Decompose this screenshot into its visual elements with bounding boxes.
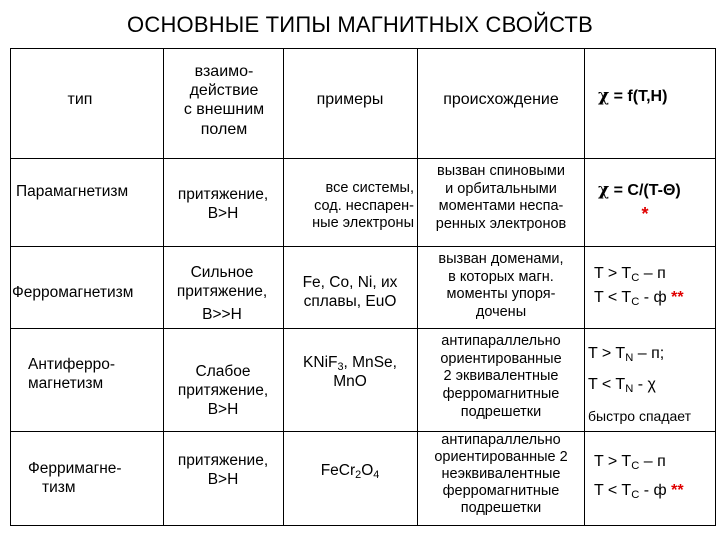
row-divider-3 bbox=[10, 431, 716, 432]
origin-line: ферромагнитные bbox=[442, 483, 560, 500]
chi-tail: - ф bbox=[639, 481, 667, 499]
origin-line: и орбитальными bbox=[445, 180, 557, 197]
interaction-line: Слабое bbox=[195, 363, 251, 380]
chi-sub: N bbox=[625, 352, 634, 364]
row-chi-paramagnetism bbox=[598, 180, 714, 201]
row-interaction-paramagnetism bbox=[165, 186, 281, 224]
formula-part: O bbox=[361, 462, 374, 479]
chi-rel: T > T bbox=[588, 345, 626, 362]
header-divider bbox=[10, 158, 716, 159]
row-examples-ferrimagnetism bbox=[286, 462, 414, 481]
row-type-antiferromagnetism bbox=[28, 356, 158, 394]
chi-tail: – п bbox=[639, 265, 666, 282]
interaction-line: Сильное bbox=[190, 264, 254, 281]
footnote-mark: ** bbox=[671, 289, 684, 306]
origin-line: моментами неспа- bbox=[438, 198, 564, 215]
chi-tail: – п; bbox=[633, 345, 665, 362]
origin-line: подрешетки bbox=[460, 403, 542, 420]
chi-line-above-tc bbox=[594, 450, 714, 475]
origin-line: ренных электронов bbox=[435, 216, 567, 233]
chi-sub: C bbox=[631, 488, 640, 501]
header-interaction-line: полем bbox=[200, 120, 248, 138]
chi-line-below-tc bbox=[594, 479, 714, 504]
table-border-right bbox=[715, 48, 716, 526]
type-line: тизм bbox=[42, 478, 76, 496]
origin-line: дочены bbox=[475, 304, 527, 321]
type-line: Ферримагне- bbox=[28, 460, 122, 477]
interaction-line: притяжение, bbox=[177, 381, 269, 399]
origin-line: ориентированные 2 bbox=[434, 449, 568, 466]
header-type: тип bbox=[67, 91, 93, 108]
row-type-ferromagnetism: Ферромагнетизм bbox=[12, 284, 134, 301]
row-examples-antiferromagnetism bbox=[286, 354, 414, 392]
row-origin-paramagnetism bbox=[418, 163, 584, 234]
formula-part: Se, bbox=[373, 354, 397, 371]
chi-tail: - χ bbox=[633, 375, 656, 393]
interaction-line: притяжение, bbox=[177, 452, 269, 469]
formula-sub: 4 bbox=[373, 469, 380, 481]
chi-func: = f(T,H) bbox=[613, 88, 668, 105]
row-interaction-ferrimagnetism bbox=[165, 452, 281, 490]
row-chi-ferrimagnetism bbox=[594, 450, 714, 504]
examples-line: сод. неспарен- bbox=[314, 197, 414, 214]
origin-line: 2 эквивалентные bbox=[443, 368, 559, 385]
table-border-top bbox=[10, 48, 716, 49]
page-title: ОСНОВНЫЕ ТИПЫ МАГНИТНЫХ СВОЙСТВ bbox=[127, 12, 593, 37]
footnote-mark: ** bbox=[671, 481, 684, 499]
examples-line: MnO bbox=[333, 372, 367, 390]
examples-line: Fe, Co, Ni, их bbox=[302, 274, 398, 291]
table-border-bottom bbox=[10, 525, 716, 526]
type-line: магнетизм bbox=[28, 374, 104, 392]
chi-rel: T > T bbox=[594, 265, 632, 282]
chi-rel: T < T bbox=[588, 375, 626, 393]
chi-rel: T < T bbox=[594, 481, 632, 499]
header-interaction-line: с внешним bbox=[183, 101, 265, 119]
header-examples: примеры bbox=[316, 91, 384, 108]
row-origin-ferrimagnetism bbox=[418, 432, 584, 518]
chi-note: быстро спадает bbox=[588, 408, 692, 424]
interaction-line: B>>H bbox=[202, 305, 242, 323]
chi-sub: C bbox=[631, 460, 640, 472]
formula-part: FeCr bbox=[320, 462, 356, 479]
examples-line: ные электроны bbox=[312, 215, 414, 232]
col-divider-2 bbox=[283, 48, 284, 526]
chi-rel: T < T bbox=[594, 289, 632, 306]
formula-sub: 2 bbox=[355, 469, 362, 481]
interaction-line: притяжение, bbox=[176, 282, 268, 300]
chi-line-below-tn bbox=[588, 373, 714, 398]
row-origin-ferromagnetism bbox=[418, 251, 584, 322]
row-chi-ferromagnetism bbox=[594, 262, 714, 310]
formula-part: KNiF bbox=[303, 354, 338, 371]
table-border-left bbox=[10, 48, 11, 526]
row-type-ferrimagnetism bbox=[28, 460, 160, 498]
curie-weiss-law: = C/(T-Θ) bbox=[613, 182, 681, 199]
chi-tail: – п bbox=[639, 453, 666, 470]
origin-line: антипараллельно bbox=[441, 333, 561, 349]
chi-sub: C bbox=[631, 272, 640, 284]
examples-line bbox=[286, 354, 414, 373]
origin-line: неэквивалентные bbox=[441, 466, 561, 483]
interaction-line: B>H bbox=[207, 400, 239, 418]
chi-symbol: χ bbox=[598, 86, 610, 106]
chi-line-below-tc bbox=[594, 286, 714, 310]
interaction-line: B>H bbox=[207, 470, 239, 488]
chi-tail: - ф bbox=[639, 289, 667, 306]
formula-sub: 3 bbox=[337, 361, 344, 373]
origin-line: подрешетки bbox=[460, 500, 542, 517]
chi-rel: T > T bbox=[594, 453, 632, 470]
row-divider-1 bbox=[10, 246, 716, 247]
header-interaction-line: взаимо- bbox=[194, 63, 254, 80]
interaction-line: притяжение, bbox=[177, 186, 269, 203]
col-divider-4 bbox=[584, 48, 585, 526]
row-divider-2 bbox=[10, 328, 716, 329]
footnote-mark: * bbox=[641, 204, 649, 224]
interaction-line: B>H bbox=[207, 204, 239, 222]
origin-line: в которых магн. bbox=[448, 268, 554, 285]
header-origin: происхождение bbox=[443, 91, 559, 108]
chi-line-above-tc bbox=[594, 262, 714, 286]
origin-line: ферромагнитные bbox=[442, 386, 560, 403]
header-chi bbox=[598, 86, 713, 107]
chi-symbol: χ bbox=[598, 180, 610, 200]
origin-line: вызван доменами, bbox=[438, 251, 564, 267]
examples-line: все системы, bbox=[325, 180, 414, 196]
examples-line: сплавы, EuO bbox=[303, 292, 397, 310]
origin-line: моменты упоря- bbox=[446, 286, 556, 303]
origin-line: ориентированные bbox=[440, 350, 562, 367]
header-interaction bbox=[168, 62, 280, 139]
row-examples-ferromagnetism bbox=[286, 274, 414, 312]
row-interaction-ferromagnetism bbox=[162, 264, 282, 325]
row-interaction-antiferromagnetism bbox=[165, 363, 281, 420]
row-examples-paramagnetism bbox=[286, 180, 414, 233]
header-interaction-line: действие bbox=[189, 82, 259, 100]
row-origin-antiferromagnetism bbox=[418, 333, 584, 421]
type-line: Антиферро- bbox=[28, 356, 116, 373]
chi-line-above-tn bbox=[588, 342, 714, 367]
row-type-paramagnetism: Парамагнетизм bbox=[16, 183, 129, 200]
origin-line: антипараллельно bbox=[441, 432, 561, 448]
chi-sub: N bbox=[625, 382, 634, 395]
chi-sub: C bbox=[631, 296, 640, 308]
row-chi-antiferromagnetism bbox=[588, 342, 714, 398]
formula-part: , Mn bbox=[343, 354, 374, 371]
origin-line: вызван спиновыми bbox=[437, 163, 565, 179]
